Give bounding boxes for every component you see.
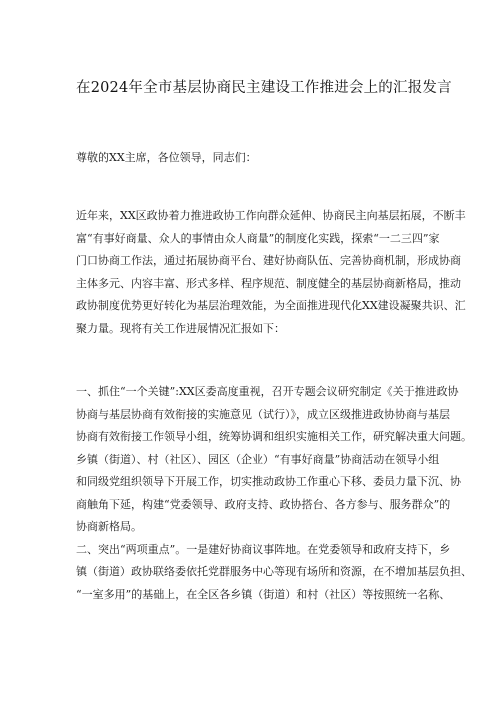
text-line: 政协制度优势更好转化为基层治理效能，为全面推进现代化XX建设凝聚共识、汇 (76, 299, 466, 312)
text-line: “一室多用”的基础上，在全区各乡镇（街道）和村（社区）等按照统一名称、 (76, 587, 451, 601)
text-line: 协商新格局。 (76, 520, 142, 533)
text-line: 协商有效衔接工作领导小组，统筹协调和组织实施相关工作，研究解决重大问题。 (76, 430, 472, 443)
text-line: 协商与基层协商有效衔接的实施意见（试行）》，成立区级推进政协协商与基层 (76, 407, 450, 421)
text-line: 商触角下延，构建“党委领导、政府支持、政协搭台、各方参与、服务群众”的 (76, 497, 451, 511)
text-line: 二、突出“两项重点”。一是建好协商议事阵地。在党委领导和政府支持下，乡 (76, 542, 451, 556)
text-line: 门口协商工作法，通过拓展协商平台、建好协商队伍、完善协商机制，形成协商 (76, 254, 461, 267)
text-line: 聚力量。现将有关工作进展情况汇报如下： (76, 321, 285, 335)
document-title: 在2024年全市基层协商民主建设工作推进会上的汇报发言 (76, 80, 452, 96)
text-line: 乡镇（街道）、村（社区）、园区（企业）“有事好商量”协商活动在领导小组 (76, 452, 440, 466)
text-line: 和同级党组织领导下开展工作，切实推动政协工作重心下移、委员力量下沉、协 (76, 475, 461, 488)
salutation: 尊敬的XX主席，各位领导，同志们： (76, 151, 257, 164)
paragraph-section-one (76, 381, 472, 606)
text-line: 一、抓住“一个关键”:XX区委高度重视，召开专题会议研究制定《关于推进政协 (76, 385, 459, 398)
text-line: 近年来，XX区政协着力推进政协工作向群众延伸、协商民主向基层拓展，不断丰 (76, 209, 466, 222)
text-line: 镇（街道）政协联络委依托党群服务中心等现有场所和资源，在不增加基层负担、 (76, 565, 472, 578)
paragraph-intro (76, 205, 466, 340)
text-line: 主体多元、内容丰富、形式多样、程序规范、制度健全的基层协商新格局，推动 (76, 276, 461, 290)
text-line: 富“有事好商量、众人的事情由众人商量”的制度化实践，探索“一二三四”家 (76, 231, 440, 245)
